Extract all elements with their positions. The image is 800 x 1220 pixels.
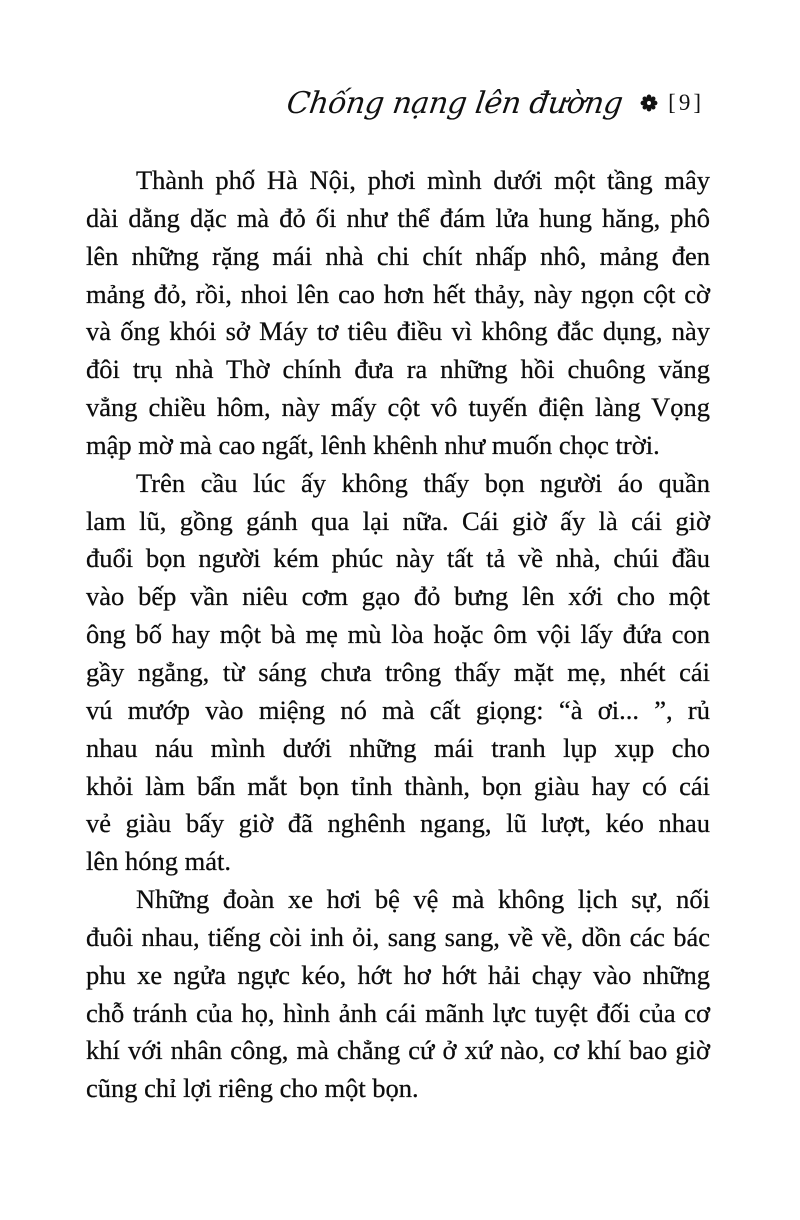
text-line: và ống khói sở Máy tơ tiêu điều vì không đắc dụng, này <box>86 316 710 347</box>
flower-icon <box>640 94 658 112</box>
text-line: nhau náu mình dưới những mái tranh lụp xụp cho <box>86 732 710 763</box>
text-line: chỗ tránh của họ, hình ảnh cái mãnh lực tuyệt đối của cơ <box>86 997 710 1028</box>
text-line: lên hóng mát. <box>86 846 231 877</box>
body-text <box>86 162 710 1108</box>
page-number: [9] <box>668 90 704 115</box>
text-line: vẳng chiều hôm, này mấy cột vô tuyến điện làng Vọng <box>86 392 710 423</box>
text-line: đuôi nhau, tiếng còi inh ỏi, sang sang, về về, dồn các bác <box>86 921 710 952</box>
text-line: cũng chỉ lợi riêng cho một bọn. <box>86 1073 419 1104</box>
book-title: Chống nạng lên đường <box>284 85 625 121</box>
text-line: mảng đỏ, rồi, nhoi lên cao hơn hết thảy, này ngọn cột cờ <box>86 278 710 309</box>
text-line: mập mờ mà cao ngất, lênh khênh như muốn chọc trời. <box>86 429 660 460</box>
text-line: lam lũ, gồng gánh qua lại nữa. Cái giờ ấy là cái giờ <box>86 505 710 536</box>
text-line: gầy ngẳng, từ sáng chưa trông thấy mặt mẹ, nhét cái <box>86 656 710 687</box>
text-line: vú mướp vào miệng nó mà cất giọng: “à ơi... ”, rủ <box>86 694 710 725</box>
text-line: Trên cầu lúc ấy không thấy bọn người áo quần <box>136 467 710 498</box>
text-line: vào bếp vần niêu cơm gạo đỏ bưng lên xới cho một <box>86 581 710 612</box>
text-line: vẻ giàu bấy giờ đã nghênh ngang, lũ lượt, kéo nhau <box>86 808 710 839</box>
text-line: ông bố hay một bà mẹ mù lòa hoặc ôm vội lấy đứa con <box>86 619 710 650</box>
text-line: Thành phố Hà Nội, phơi mình dưới một tầng mây <box>136 165 710 195</box>
text-line: lên những rặng mái nhà chi chít nhấp nhô, mảng đen <box>86 240 710 271</box>
running-header <box>284 78 704 128</box>
text-line: Những đoàn xe hơi bệ vệ mà không lịch sự, nối <box>136 884 710 915</box>
text-line: khỏi làm bẩn mắt bọn tỉnh thành, bọn giàu hay có cái <box>86 770 710 801</box>
text-line: khí với nhân công, mà chẳng cứ ở xứ nào, cơ khí bao giờ <box>86 1035 710 1066</box>
text-line: dài dằng dặc mà đỏ ối như thể đám lửa hung hăng, phô <box>86 202 710 233</box>
text-line: phu xe ngửa ngực kéo, hớt hơ hớt hải chạy vào những <box>86 959 710 990</box>
text-line: đôi trụ nhà Thờ chính đưa ra những hồi chuông văng <box>86 354 710 385</box>
text-line: đuổi bọn người kém phúc này tất tả về nhà, chúi đầu <box>86 543 710 574</box>
